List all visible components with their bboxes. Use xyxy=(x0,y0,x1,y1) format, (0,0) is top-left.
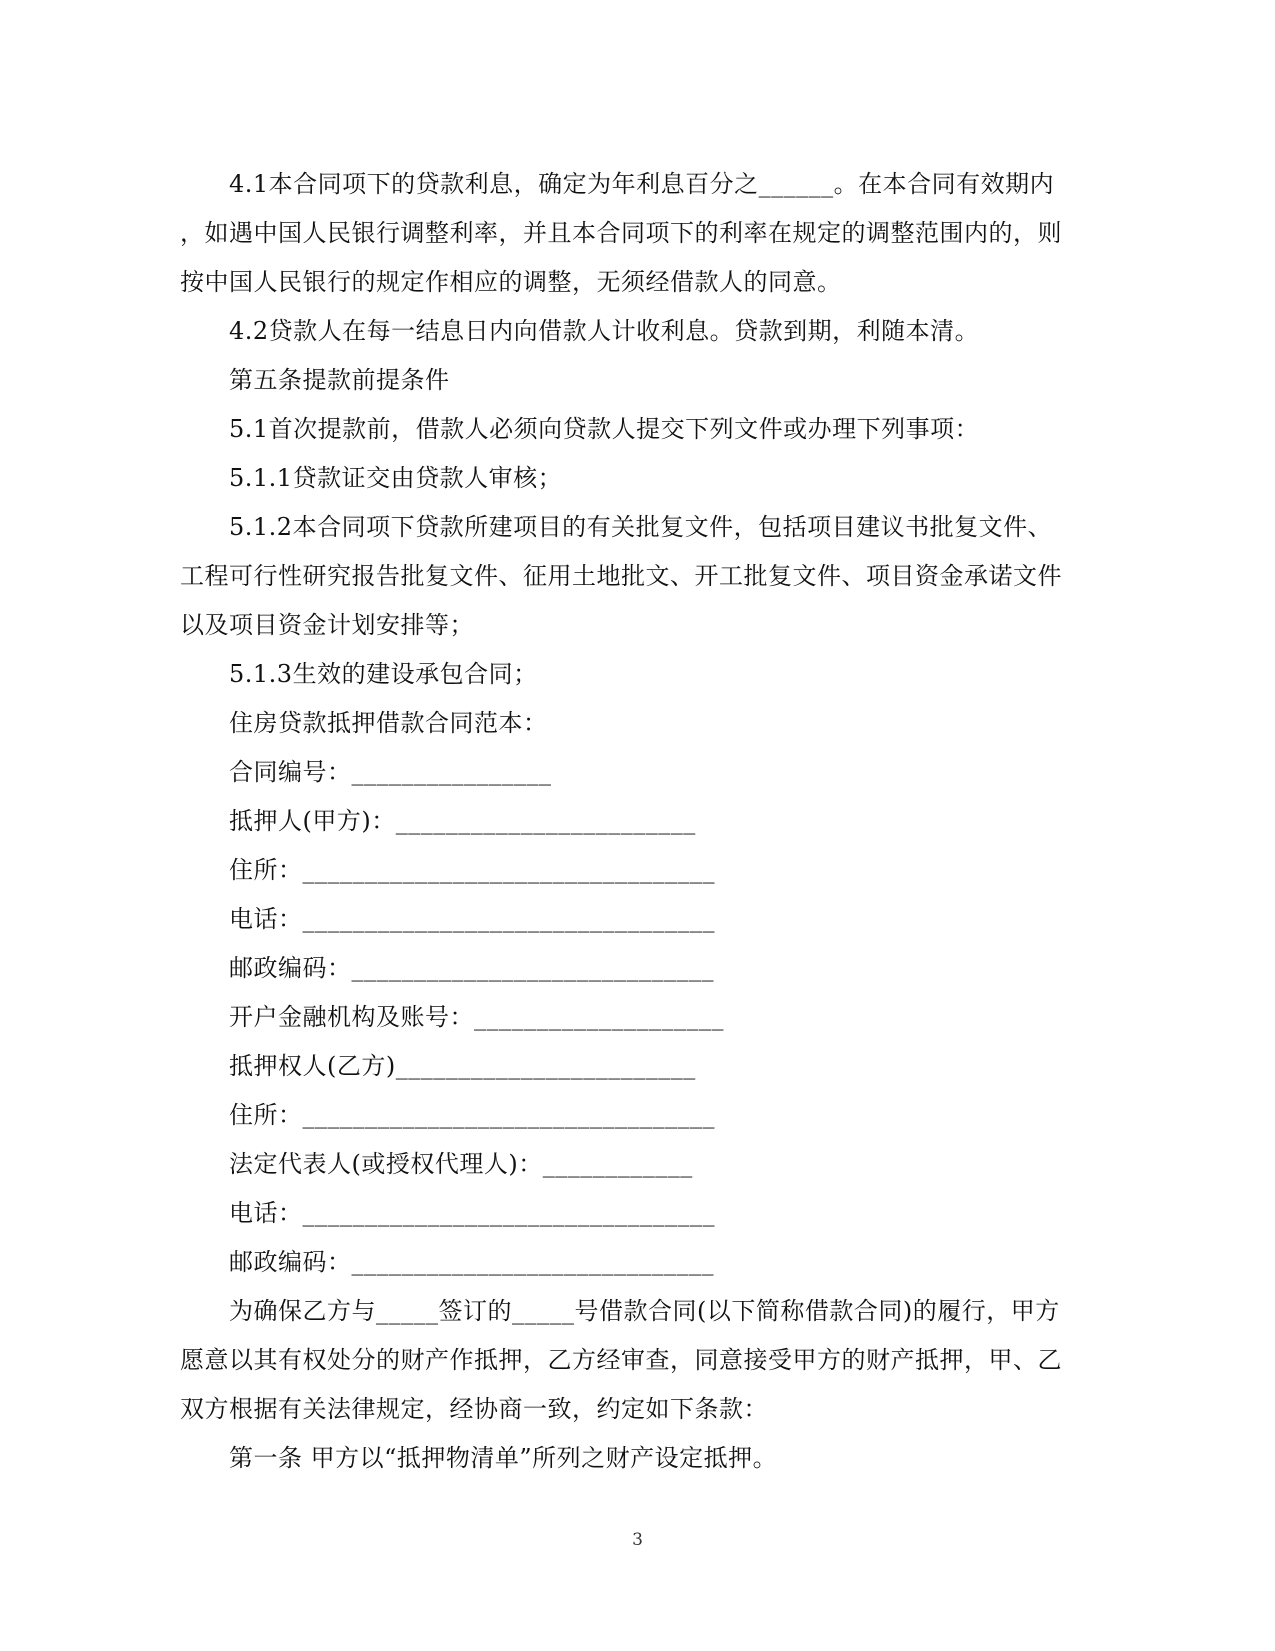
form-field-bank-account: 开户金融机构及账号：____________________ xyxy=(229,1003,724,1031)
article-line: 第一条 甲方以“抵押物清单”所列之财产设定抵押。 xyxy=(229,1444,778,1472)
paragraph-line: 5.1.1贷款证交由贷款人审核； xyxy=(229,464,563,492)
form-field-legal-representative: 法定代表人(或授权代理人)：____________ xyxy=(229,1150,693,1178)
form-field-address: 住所：_________________________________ xyxy=(229,1101,715,1129)
form-field-phone: 电话：_________________________________ xyxy=(229,1199,715,1227)
paragraph-line: 5.1.2本合同项下贷款所建项目的有关批复文件，包括项目建议书批复文件、 xyxy=(229,513,1053,541)
form-field-phone: 电话：_________________________________ xyxy=(229,905,715,933)
paragraph-line: 4.1本合同项下的贷款利息，确定为年利息百分之______。在本合同有效期内 xyxy=(229,170,1055,198)
form-field-mortgagee: 抵押权人(乙方)________________________ xyxy=(229,1052,696,1080)
paragraph-line: 以及项目资金计划安排等； xyxy=(180,611,474,639)
page-number: 3 xyxy=(632,1530,643,1550)
paragraph-line: 双方根据有关法律规定，经协商一致，约定如下条款： xyxy=(180,1395,768,1423)
section-heading: 第五条提款前提条件 xyxy=(229,366,450,394)
form-field-address: 住所：_________________________________ xyxy=(229,856,715,884)
document-body xyxy=(180,160,1100,1483)
form-field-postal-code: 邮政编码：_____________________________ xyxy=(229,1248,714,1276)
paragraph-line: 5.1首次提款前，借款人必须向贷款人提交下列文件或办理下列事项： xyxy=(229,415,980,443)
paragraph-line: 5.1.3生效的建设承包合同； xyxy=(229,660,538,688)
form-field-contract-number: 合同编号：________________ xyxy=(229,758,552,786)
paragraph-line: 为确保乙方与_____签订的_____号借款合同(以下简称借款合同)的履行，甲方 xyxy=(229,1297,1060,1325)
paragraph-line: 工程可行性研究报告批复文件、征用土地批文、开工批复文件、项目资金承诺文件 xyxy=(180,562,1062,590)
paragraph-line: 按中国人民银行的规定作相应的调整，无须经借款人的同意。 xyxy=(180,268,842,296)
paragraph-line: 愿意以其有权处分的财产作抵押，乙方经审查，同意接受甲方的财产抵押，甲、乙 xyxy=(180,1346,1062,1374)
paragraph-line: 4.2贷款人在每一结息日内向借款人计收利息。贷款到期，利随本清。 xyxy=(229,317,980,345)
contract-title: 住房贷款抵押借款合同范本： xyxy=(229,709,548,737)
paragraph-line: ，如遇中国人民银行调整利率，并且本合同项下的利率在规定的调整范围内的，则 xyxy=(180,219,1062,247)
form-field-postal-code: 邮政编码：_____________________________ xyxy=(229,954,714,982)
form-field-mortgagor: 抵押人(甲方)：________________________ xyxy=(229,807,696,835)
